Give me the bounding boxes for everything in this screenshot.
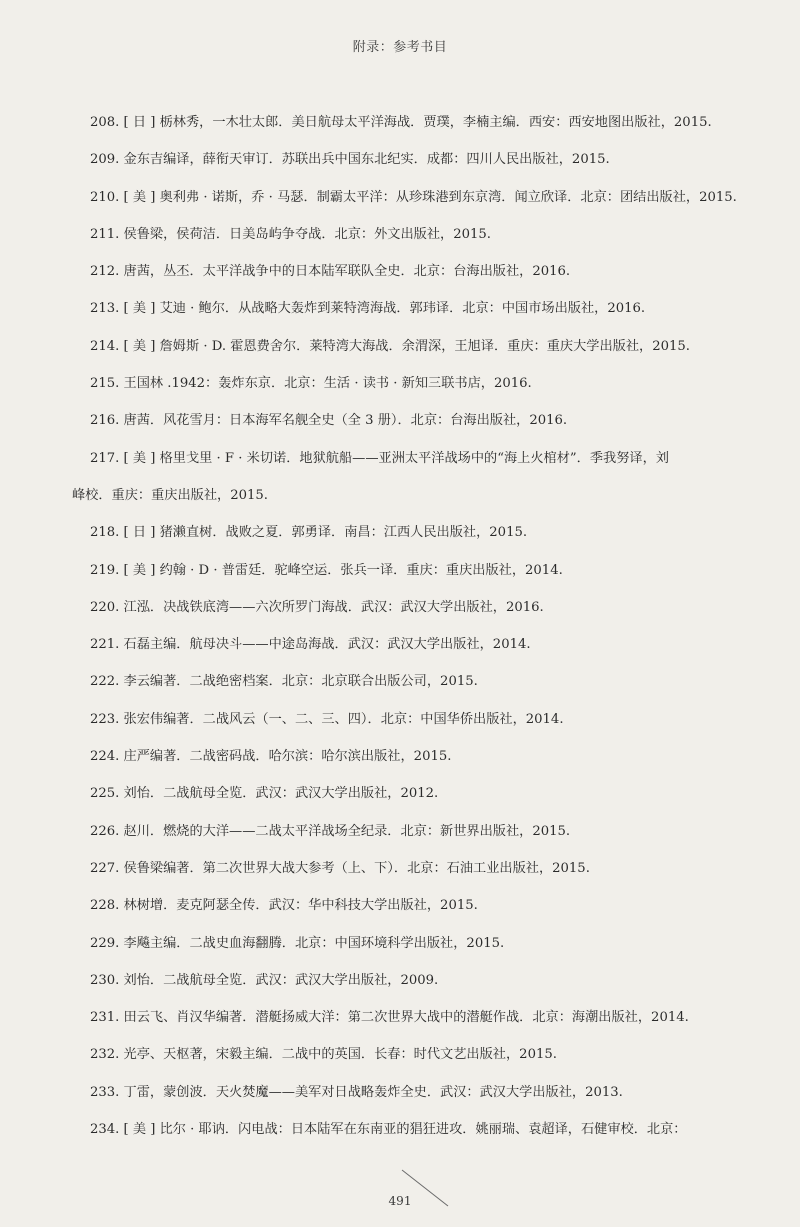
bibliography-entry-212: 212. 唐茜，丛丕．太平洋战争中的日本陆军联队全史．北京：台海出版社，2016. — [90, 264, 571, 280]
bibliography-entry-210: 210. [ 美 ] 奥利弗 · 诺斯，乔 · 马瑟．制霸太平洋：从珍珠港到东京湾．闻立欣译．北京：团结出版社，2015. — [90, 189, 737, 205]
bibliography-entry-221: 221. 石磊主编．航母决斗——中途岛海战．武汉：武汉大学出版社，2014. — [90, 637, 531, 653]
bibliography-entry-234: 234. [ 美 ] 比尔 · 耶讷．闪电战：日本陆军在东南亚的猖狂进攻．姚丽瑞、袁超译，石健审校．北京： — [90, 1122, 687, 1138]
bibliography-entry-211: 211. 侯鲁梁，侯荷洁．日美岛屿争夺战．北京：外文出版社，2015. — [90, 226, 491, 242]
bibliography-entry-208: 208. [ 日 ] 栃林秀，一木壮太郎．美日航母太平洋海战．贾璞，李楠主编．西安：西安地图出版社，2015. — [90, 115, 712, 130]
bibliography-entry-222: 222. 李云编著．二战绝密档案．北京：北京联合出版公司，2015. — [90, 674, 478, 690]
bibliography-entry-214: 214. [ 美 ] 詹姆斯 · D. 霍恩费舍尔．莱特湾大海战．余渭深，王旭译．重庆：重庆大学出版社，2015. — [90, 338, 690, 354]
running-header: 附录：参考书目 — [352, 40, 448, 55]
bibliography-entry-226: 226. 赵川．燃烧的大洋——二战太平洋战场全纪录．北京：新世界出版社，2015. — [90, 823, 571, 839]
bibliography-entry-215: 215. 王国林 .1942：轰炸东京．北京：生活 · 读书 · 新知三联书店，2016. — [90, 376, 532, 392]
bibliography-entry-232: 232. 光亭、天枢著，宋毅主编．二战中的英国．长春：时代文艺出版社，2015. — [90, 1047, 557, 1063]
bibliography-entry-231: 231. 田云飞、肖汉华编著．潜艇扬威大洋：第二次世界大战中的潜艇作战．北京：海潮出版社，2014. — [90, 1010, 689, 1026]
bibliography-entry-227: 227. 侯鲁梁编著．第二次世界大战大参考（上、下）．北京：石油工业出版社，2015. — [90, 860, 590, 876]
page-number: 491 — [388, 1194, 412, 1208]
bibliography-entry-217-continued: 峰校．重庆：重庆出版社，2015. — [72, 487, 269, 503]
bibliography-entry-213: 213. [ 美 ] 艾迪 · 鲍尔．从战略大轰炸到莱特湾海战．郭玮译．北京：中国市场出版社，2016. — [90, 301, 646, 317]
bibliography-list — [72, 104, 780, 1148]
bibliography-entry-223: 223. 张宏伟编著．二战风云（一、二、三、四）．北京：中国华侨出版社，2014. — [90, 711, 564, 727]
bibliography-entry-229: 229. 李飚主编．二战史血海翻腾．北京：中国环境科学出版社，2015. — [90, 935, 505, 951]
bibliography-entry-220: 220. 江泓．决战铁底湾——六次所罗门海战．武汉：武汉大学出版社，2016. — [90, 599, 544, 615]
bibliography-entry-225: 225. 刘怡．二战航母全览．武汉：武汉大学出版社，2012. — [90, 786, 439, 802]
bibliography-entry-219: 219. [ 美 ] 约翰 · D · 普雷廷．驼峰空运．张兵一译．重庆：重庆出版社，2014. — [90, 562, 563, 578]
bibliography-entry-218: 218. [ 日 ] 猪濑直树．战败之夏．郭勇译．南昌：江西人民出版社，2015. — [90, 525, 528, 541]
bibliography-entry-217: 217. [ 美 ] 格里戈里 · F · 米切诺．地狱航船——亚洲太平洋战场中的“海上火棺材”．季我努译，刘 — [90, 450, 669, 466]
bibliography-entry-228: 228. 林树增．麦克阿瑟全传．武汉：华中科技大学出版社，2015. — [90, 898, 478, 914]
bibliography-entry-230: 230. 刘怡．二战航母全览．武汉：武汉大学出版社，2009. — [90, 972, 439, 988]
bibliography-entry-209: 209. 金东吉编译，薛衔天审订．苏联出兵中国东北纪实．成都：四川人民出版社，2015. — [90, 152, 610, 168]
bibliography-entry-233: 233. 丁雷，蒙创波．天火焚魔——美军对日战略轰炸全史．武汉：武汉大学出版社，2013. — [90, 1084, 623, 1100]
bibliography-entry-224: 224. 庄严编著．二战密码战．哈尔滨：哈尔滨出版社，2015. — [90, 749, 452, 765]
bibliography-entry-216: 216. 唐茜．风花雪月：日本海军名舰全史（全 3 册）．北京：台海出版社，2016. — [90, 413, 568, 429]
